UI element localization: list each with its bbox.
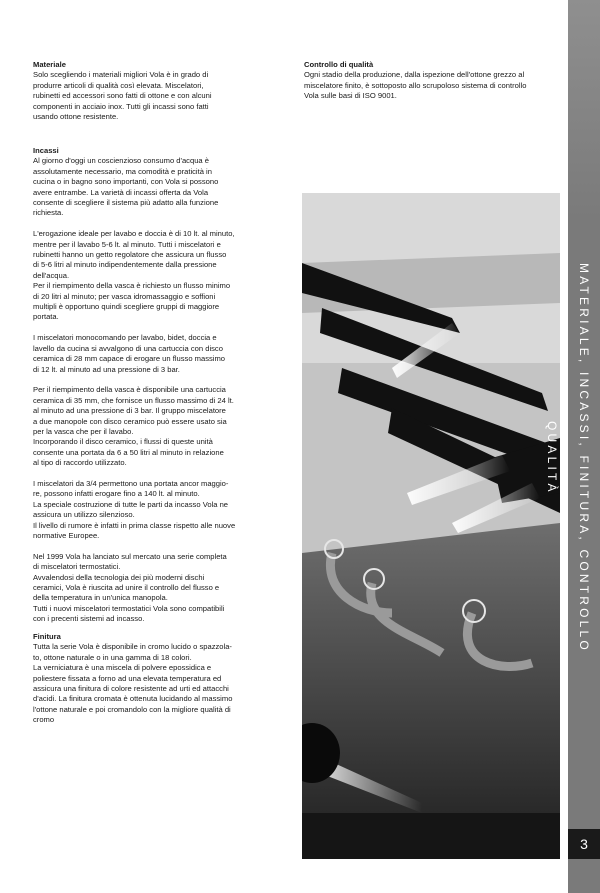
page-number: 3 <box>568 829 600 859</box>
section-heading: Finitura <box>33 632 61 641</box>
left-column <box>33 60 270 625</box>
section-finitura <box>33 632 270 726</box>
section-controllo-qualita <box>304 60 560 102</box>
section-paragraph: Nel 1999 Vola ha lanciato sul mercato una serie completa di miscelatori termostatici. Avvalendosi della tecnologia dei più moderni dischi ceramici, Vola è riuscita ad unire il controllo del flusso e della temperatura in un'unica manopola. Tutti i nuovi miscelatori termostatici Vola sono compatibili con i precenti sistemi ad incasso. <box>33 551 227 624</box>
section-paragraph: Solo scegliendo i materiali migliori Vola è in grado di produrre articoli di qualità così elevata. Miscelatori, rubinetti ed accessori sono fatti di ottone e con alcuni componenti in acciaio inox. Tutti gli incassi sono fatti usando ottone resistente. <box>33 70 212 122</box>
section-paragraph: Tutta la serie Vola è disponibile in cromo lucido o spazzola- to, ottone naturale o in una gamma di 18 colori. La verniciatura è una miscela di polvere epossidica e poliestere fissata a forno ad una elevata temperatura ed assicura una finitura di colore resistente ad urti ed attacchi d'acidi. La finitura cromata è ottenuta lucidando al massimo l'ottone naturale e poi cromandolo con la migliore qualità di cromo <box>33 642 233 725</box>
section-paragraph: I miscelatori da 3/4 permettono una portata ancor maggio- re, possono infatti erogare fino a 140 lt. al minuto. La speciale costruzione di tutte le parti da incasso Vola ne assicura un utilizzo silenzioso. Il livello di rumore è infatti in prima classe rispetto alle nuove normative Europee. <box>33 478 236 540</box>
section-paragraph: Ogni stadio della produzione, dalla ispezione dell'ottone grezzo al miscelatore finito, è sottoposto allo scrupoloso sistema di controllo Vola sulle basi di ISO 9001. <box>304 70 527 101</box>
section-heading: Materiale <box>33 60 66 69</box>
section-materiale <box>33 60 270 146</box>
soldering-torches-illustration <box>302 193 560 859</box>
section-paragraph: L'erogazione ideale per lavabo e doccia è di 10 lt. al minuto, mentre per il lavabo 5-6 lt. al minuto. Tutti i miscelatori e rubinetti hanno un getto regolatore che assicura un flusso di 5-6 litri al minuto indipendentemente dalla pressione dell'acqua. Per il riempimento della vasca è richiesto un flusso minimo di 20 litri al minuto; per vasca idromassaggio e soffioni multipli è opportuno quindi scegliere gruppi di maggiore portata. <box>33 229 235 322</box>
vertical-section-title: MATERIALE, INCASSI, FINITURA, CONTROLLO QUALITÀ <box>545 263 591 653</box>
workshop-photo <box>302 193 560 859</box>
section-paragraph: Al giorno d'oggi un coscienzioso consumo d'acqua è assolutamente necessario, ma comodità e praticità in cucina o in bagno sono importanti, con Vola si possono avere entrambe. La varietà di incassi offerta da Vola consente di scegliere il sistema più adatto alla funzione richiesta. <box>33 156 219 218</box>
section-paragraph: Per il riempimento della vasca è disponibile una cartuccia ceramica di 35 mm, che fornisce un flusso massimo di 24 lt. al minuto ad una pressione di 3 bar. Il gruppo miscelatore a due manopole con disco ceramico può essere usato sia per la vasca che per il lavabo. Incorporando il disco ceramico, i flussi di queste unità consente una portata da 6 a 50 litri al minuto in relazione al tipo di raccordo utilizzato. <box>33 385 234 468</box>
section-heading: Incassi <box>33 146 59 155</box>
section-heading: Controllo di qualità <box>304 60 374 69</box>
section-incassi <box>33 146 270 625</box>
section-paragraph: I miscelatori monocomando per lavabo, bidet, doccia e lavello da cucina si avvalgono di una cartuccia con disco ceramica di 28 mm capace di erogare un flusso massimo di 12 lt. al minuto ad una pressione di 3 bar. <box>33 333 226 374</box>
right-column <box>304 60 560 116</box>
